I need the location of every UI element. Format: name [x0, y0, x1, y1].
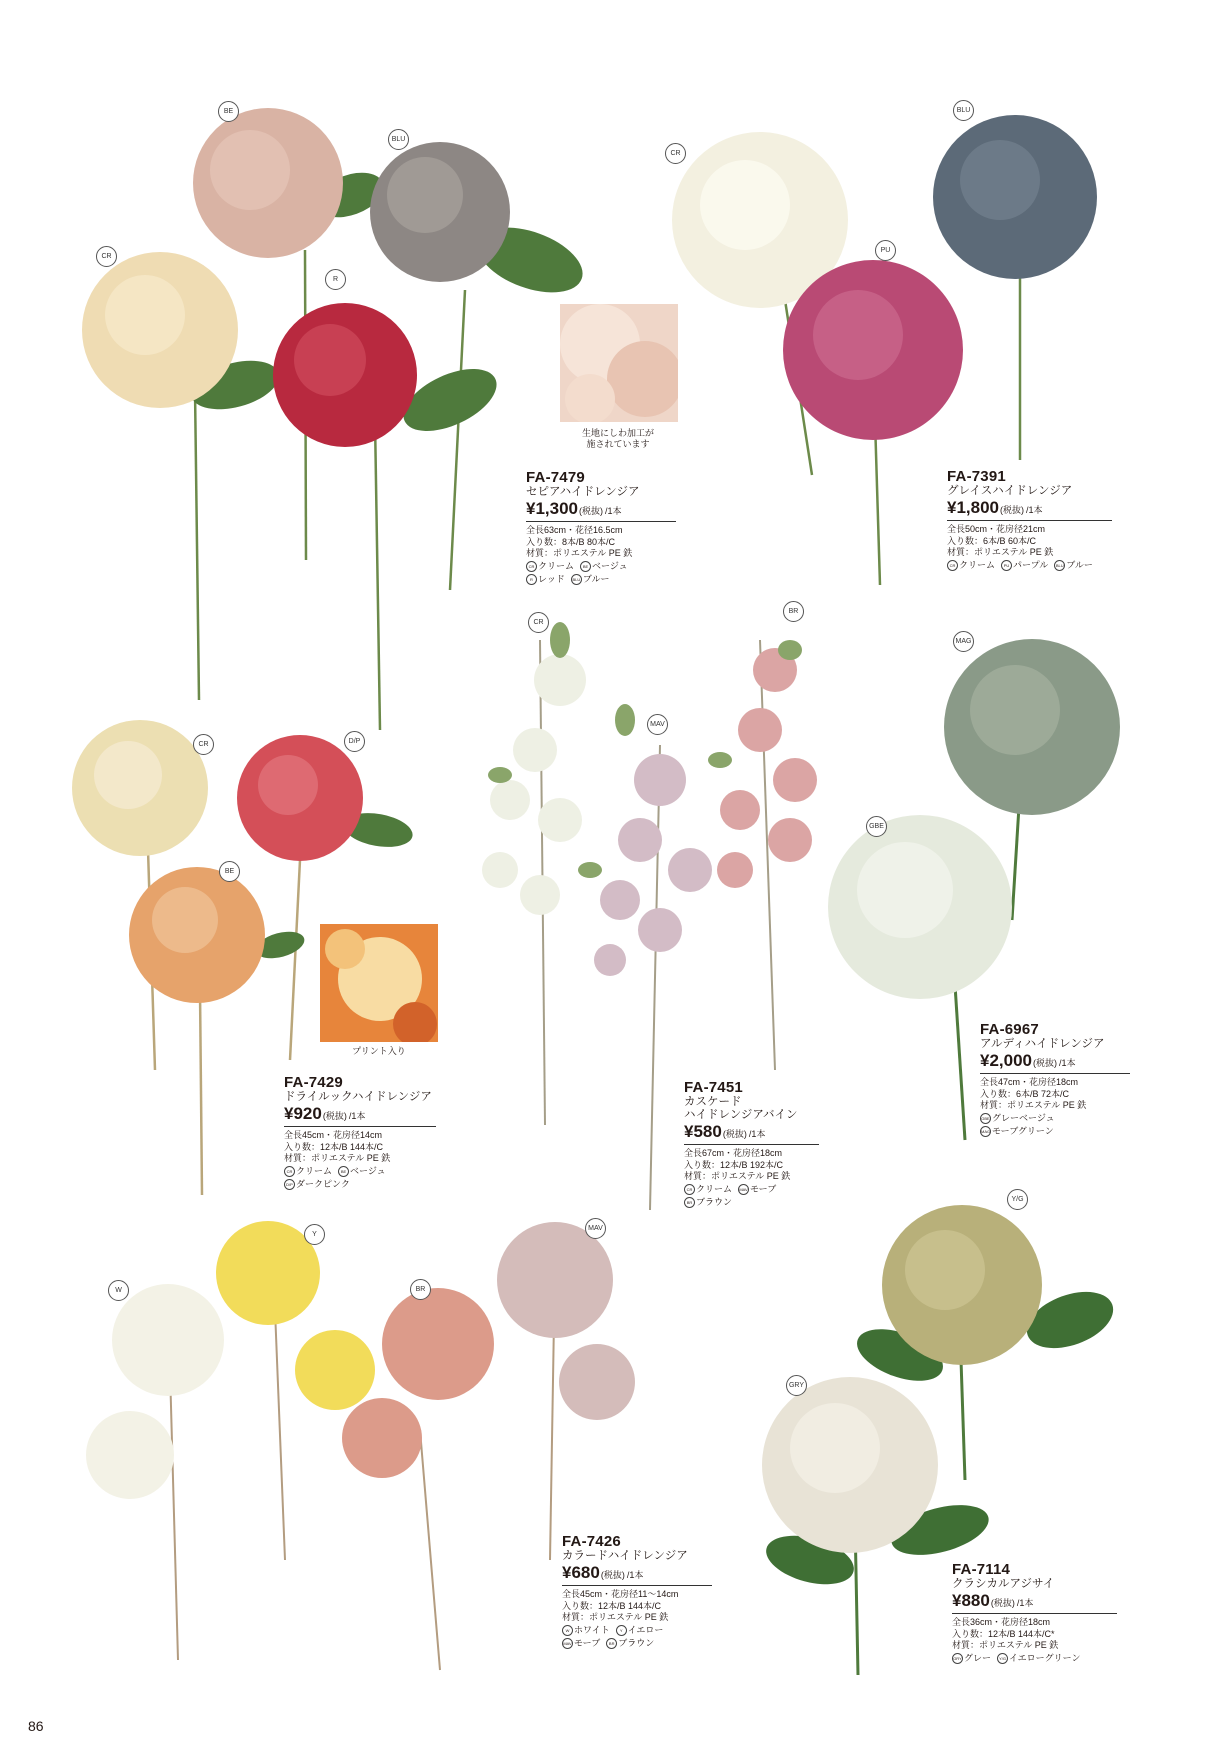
badge-cr: CR — [528, 612, 549, 633]
spec-size: 全長67cm・花房径18cm — [684, 1148, 783, 1158]
color-options — [952, 1652, 1117, 1665]
color-name: イエローグリーン — [1009, 1652, 1081, 1663]
product-price: ¥680 — [562, 1563, 600, 1582]
color-code: MAV — [738, 1184, 749, 1195]
badge-r: R — [325, 269, 346, 290]
color-code: BLU — [1054, 560, 1065, 571]
color-name: レッド — [538, 573, 565, 584]
unit-note: /1本 — [605, 506, 622, 516]
product-code: FA-7426 — [562, 1533, 621, 1550]
spec-size: 全長63cm・花径16.5cm — [526, 525, 623, 535]
color-code: D/P — [284, 1179, 295, 1190]
color-code: GBE — [980, 1113, 991, 1124]
spec-quantity: 入り数：12本/B 144本/C* — [952, 1628, 1055, 1639]
spec-quantity: 入り数：12本/B 144本/C — [562, 1600, 662, 1611]
spec-material: 材質：ポリエステル PE 鉄 — [952, 1640, 1059, 1650]
spec-material: 材質：ポリエステル PE 鉄 — [526, 548, 633, 558]
color-name: モーブ — [574, 1637, 601, 1648]
color-name: ブラウン — [618, 1637, 655, 1648]
spec-quantity: 入り数：12本/B 144本/C — [284, 1141, 384, 1152]
spec-size: 全長45cm・花房径14cm — [284, 1130, 383, 1140]
color-name: モーブグリーン — [992, 1125, 1054, 1136]
badge-be: BE — [219, 861, 240, 882]
spec-size: 全長45cm・花房径11～14cm — [562, 1589, 679, 1599]
product-fa-7451 — [684, 1080, 819, 1209]
unit-note: /1本 — [348, 1111, 366, 1121]
unit-note: /1本 — [748, 1129, 766, 1139]
color-code: W — [562, 1625, 573, 1636]
color-code: CR — [526, 561, 537, 572]
product-code: FA-7391 — [947, 468, 1006, 485]
color-code: Y/G — [997, 1653, 1008, 1664]
color-name: ダークピンク — [296, 1178, 350, 1189]
color-code: CR — [284, 1166, 295, 1177]
color-code: BR — [684, 1197, 695, 1208]
inset-photo-print-detail — [320, 924, 438, 1042]
color-options — [284, 1165, 436, 1191]
badge-y: Y — [304, 1224, 325, 1245]
product-price: ¥2,000 — [980, 1051, 1032, 1070]
badge-cr: CR — [96, 246, 117, 267]
color-code: BE — [580, 561, 591, 572]
inset-photo-fabric-detail — [560, 304, 678, 422]
badge-yg: Y/G — [1007, 1189, 1028, 1210]
spec-material: 材質：ポリエステル PE 鉄 — [284, 1153, 391, 1163]
product-code: FA-7451 — [684, 1079, 743, 1096]
product-name: セピアハイドレンジア — [526, 486, 640, 498]
badge-pu: PU — [875, 240, 896, 261]
badge-gbe: GBE — [866, 816, 887, 837]
color-code: BLU — [571, 574, 582, 585]
unit-note: /1本 — [1026, 505, 1043, 515]
badge-br: BR — [410, 1279, 431, 1300]
color-code: MAG — [980, 1126, 991, 1137]
unit-note: /1本 — [1059, 1058, 1076, 1068]
spec-quantity: 入り数：6本/B 60本/C — [947, 535, 1037, 546]
product-name: カラードハイドレンジア — [562, 1550, 688, 1562]
product-code: FA-7429 — [284, 1074, 343, 1091]
color-code: BR — [606, 1638, 617, 1649]
color-code: GRY — [952, 1653, 963, 1664]
product-fa-7426 — [562, 1534, 712, 1650]
color-name: クリーム — [296, 1165, 333, 1176]
color-name: パープル — [1013, 559, 1049, 570]
unit-note: /1本 — [626, 1570, 644, 1580]
tax-note: (税抜) — [990, 1598, 1015, 1608]
color-code: Y — [616, 1625, 627, 1636]
color-name: モーブ — [750, 1183, 777, 1194]
product-name: クラシカルアジサイ — [952, 1578, 1055, 1590]
color-options — [947, 559, 1112, 572]
badge-cr: CR — [665, 143, 686, 164]
color-code: R — [526, 574, 537, 585]
color-code: PU — [1001, 560, 1012, 571]
color-name: グレーベージュ — [992, 1112, 1055, 1123]
color-name: クリーム — [959, 559, 996, 570]
color-code: BE — [338, 1166, 349, 1177]
badge-cr: CR — [193, 734, 214, 755]
badge-dp: D/P — [344, 731, 365, 752]
badge-gry: GRY — [786, 1375, 807, 1396]
badge-mag: MAG — [953, 631, 974, 652]
spec-material: 材質：ポリエステル PE 鉄 — [980, 1100, 1087, 1110]
tax-note: (税抜) — [600, 1570, 625, 1580]
product-price: ¥880 — [952, 1591, 990, 1610]
product-price: ¥1,300 — [526, 499, 578, 518]
inset-caption-print: プリント入り — [352, 1046, 406, 1056]
color-code: MAV — [562, 1638, 573, 1649]
color-code: CR — [947, 560, 958, 571]
product-name: グレイスハイドレンジア — [947, 485, 1073, 497]
page-number: 86 — [28, 1718, 44, 1734]
color-name: ブラウン — [696, 1196, 733, 1207]
tax-note: (税抜) — [322, 1111, 347, 1121]
badge-be: BE — [218, 101, 239, 122]
spec-quantity: 入り数：6本/B 72本/C — [980, 1088, 1070, 1099]
product-fa-7114 — [952, 1562, 1117, 1665]
vine-cr-blossoms — [482, 654, 586, 915]
color-options — [562, 1624, 712, 1650]
product-fa-7479 — [526, 470, 676, 586]
product-code: FA-7114 — [952, 1561, 1011, 1578]
badge-blu: BLU — [953, 100, 974, 121]
spec-size: 全長36cm・花房径18cm — [952, 1617, 1051, 1627]
badge-w: W — [108, 1280, 129, 1301]
color-name: グレー — [964, 1652, 992, 1663]
product-code: FA-7479 — [526, 469, 585, 486]
spec-quantity: 入り数：12本/B 192本/C — [684, 1159, 784, 1170]
badge-blu: BLU — [388, 129, 409, 150]
spec-material: 材質：ポリエステル PE 鉄 — [562, 1612, 669, 1622]
spec-size: 全長47cm・花房径18cm — [980, 1077, 1079, 1087]
product-fa-7429 — [284, 1075, 436, 1191]
product-name: アルディハイドレンジア — [980, 1038, 1105, 1050]
inset-caption-fabric: 生地にしわ加工が 施されています — [581, 428, 654, 449]
spec-material: 材質：ポリエステル PE 鉄 — [947, 547, 1054, 557]
product-fa-6967 — [980, 1022, 1130, 1138]
badge-mav: MAV — [647, 714, 668, 735]
spec-material: 材質：ポリエステル PE 鉄 — [684, 1171, 791, 1181]
tax-note: (税抜) — [579, 506, 603, 516]
color-options — [980, 1112, 1130, 1138]
color-name: クリーム — [538, 560, 575, 571]
product-name: カスケード — [684, 1096, 742, 1108]
product-price: ¥1,800 — [947, 498, 999, 517]
color-name: ブルー — [1066, 559, 1093, 570]
colored-br-flower — [382, 1288, 494, 1400]
color-name: ベージュ — [350, 1165, 386, 1176]
badge-br: BR — [783, 601, 804, 622]
color-name: ブルー — [582, 573, 610, 584]
spec-size: 全長50cm・花房径21cm — [947, 524, 1046, 534]
vine-mav-blossoms — [594, 754, 712, 976]
product-name: ドライルックハイドレンジア — [284, 1091, 432, 1103]
color-options — [526, 560, 676, 586]
colored-w-flower — [112, 1284, 224, 1396]
spec-quantity: 入り数：8本/B 80本/C — [526, 536, 616, 547]
color-name: ホワイト — [574, 1624, 610, 1635]
color-name: クリーム — [696, 1183, 733, 1194]
color-options — [684, 1183, 819, 1209]
tax-note: (税抜) — [1033, 1058, 1057, 1068]
product-code: FA-6967 — [980, 1021, 1039, 1038]
color-name: ベージュ — [592, 560, 628, 571]
colored-mav-flower — [497, 1222, 613, 1338]
color-name: イエロー — [627, 1624, 664, 1635]
tax-note: (税抜) — [1000, 505, 1024, 515]
badge-mav: MAV — [585, 1218, 606, 1239]
product-name-line2: ハイドレンジアバイン — [684, 1109, 798, 1121]
color-code: CR — [684, 1184, 695, 1195]
product-price: ¥580 — [684, 1122, 722, 1141]
unit-note: /1本 — [1016, 1598, 1034, 1608]
tax-note: (税抜) — [722, 1129, 747, 1139]
product-price: ¥920 — [284, 1104, 322, 1123]
product-fa-7391 — [947, 469, 1112, 572]
